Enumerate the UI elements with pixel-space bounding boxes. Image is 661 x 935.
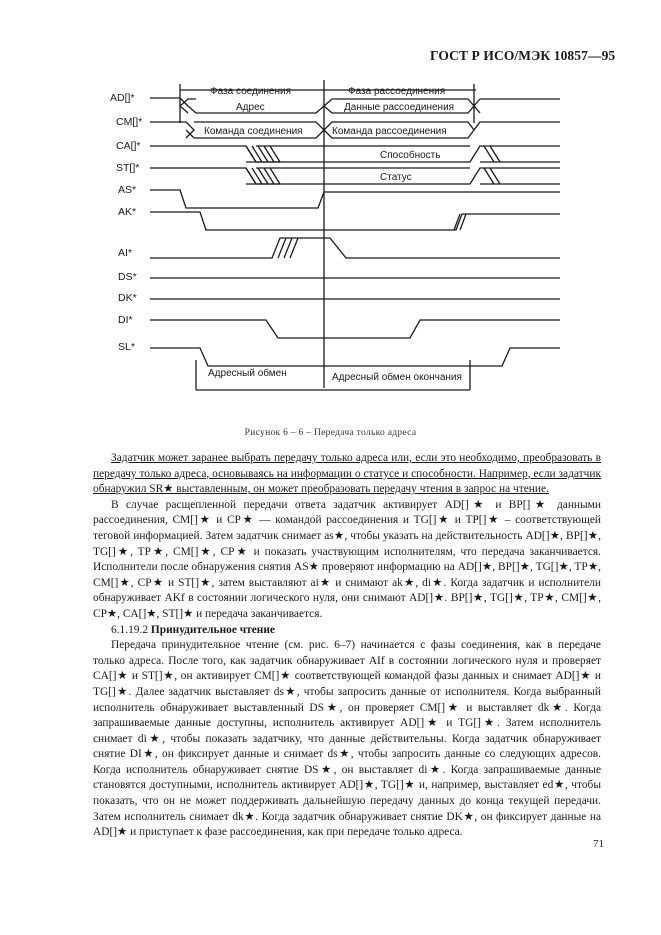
phase-connect-label: Фаза соединения <box>210 86 292 97</box>
page-number: 71 <box>593 838 604 850</box>
signal-label-ak: AK* <box>118 206 137 218</box>
paragraph-2: В случае расщепленной передачи ответа задатчик активирует AD[]★ и BP[]★ данными рассоединения, CM[]★ и CP★ — командой рассоединения и TG[]★ и TP[]★ – соответствующей теговой информацией. Затем задатчик снимает as★, чтобы указать на действительность AD[]★, BP[]★, TG[]★, TP★, CM[]★, CP★ и показать участвующим исполнителям, что передача заканчивается. Исполнители после обнаружения снятия AS★ проверяют информацию на AD[]★, BP[]★, TG[]★, TP★, CM[]★, CP★ и ST[]★, затем выставляют ai★ и снимают ak★, di★. Когда задатчик и исполнители обнаруживает AKf в состоянии логического нуля, они снимают AD[]★. BP[]★, TG[]★, TP★, CM[]★, CP★, CA[]★, ST[]★ и передача заканчивается. <box>93 498 601 620</box>
signal-label-sl: SL* <box>118 341 135 353</box>
paragraph-3: Передача принудительное чтение (см. рис. 6–7) начинается с фазы соединения, как в передаче только адреса. После того, как задатчик обнаруживает AIf в состоянии логического нуля и проверяет CA[]★ и ST[]★, он активирует CM[]★ соответствующей командой фазы данных и снимает AD[]★ и TG[]★. Далее задатчик выставляет ds★, чтобы запросить данные от исполнителя. Когда выбранный исполнитель обнаруживает выставленный DS★, он проверяет CM[]★ и выставляет dk★. Когда запрашиваемые данные доступны, исполнитель активирует AD[]★ и TG[]★. Затем исполнитель снимает di★, чтобы показать задатчику, что данные действительны. Когда задатчик обнаруживает снятие DI★, он фиксирует данные и снимает ds★, чтобы запросить данные со следующих адресов. Когда исполнитель обнаруживает снятие DS★, он выставляет di★. Когда запрашиваемые данные становятся доступными, исполнитель активирует AD[]★, TG[]★ и, например, выставляет ed★, чтобы показать, что он не может поддерживать дальнейшую передачу данных до конца текущей передачи. Затем исполнитель снимает dk★. Когда задатчик обнаруживает снятие DK★, он фиксирует данные на AD[]★ и приступает к фазе рассоединения, как при передаче только адреса. <box>93 639 601 839</box>
signal-label-cm: CM[]* <box>116 116 143 128</box>
bus-status-label: Статус <box>380 172 412 183</box>
bottom-label-address-exchange: Адресный обмен <box>208 368 287 379</box>
body-text <box>93 451 601 841</box>
signal-label-ad: AD[]* <box>110 92 135 104</box>
bus-capability-label: Способность <box>380 150 441 161</box>
bus-cmd-disconnect-label: Команда рассоединения <box>332 126 447 137</box>
section-number: 6.1.19.2 <box>111 623 151 636</box>
signal-label-ai: AI* <box>118 247 133 259</box>
bus-cmd-connect-label: Команда соединения <box>204 126 303 137</box>
signal-label-dk: DK* <box>118 292 137 304</box>
section-heading <box>93 623 601 639</box>
signal-label-as: AS* <box>118 184 137 196</box>
bottom-label-address-end: Адресный обмен окончания <box>332 372 462 383</box>
section-title: Принудительное чтение <box>150 623 275 636</box>
signal-label-st: ST[]* <box>116 162 140 174</box>
document-header: ГОСТ Р ИСО/МЭК 10857—95 <box>430 48 616 63</box>
bus-data-disconnect-label: Данные рассоединения <box>344 102 455 113</box>
signal-label-ds: DS* <box>118 271 137 283</box>
signal-label-di: DI* <box>118 314 133 326</box>
phase-disconnect-label: Фаза рассоединения <box>348 86 446 97</box>
paragraph-1: Задатчик может заранее выбрать передачу только адреса или, если это необходимо, преобразовать в передачу только адреса, основываясь на информации о статусе и способности. Например, если задатчик обнаружил SR★ выставленным, он может преобразовать передачу чтения в запрос на чтение. <box>93 452 601 496</box>
timing-diagram <box>0 0 661 420</box>
signal-label-ca: CA[]* <box>116 140 141 152</box>
bus-address-label: Адрес <box>236 102 265 113</box>
figure-caption: Рисунок 6 – 6 – Передача только адреса <box>244 428 417 438</box>
